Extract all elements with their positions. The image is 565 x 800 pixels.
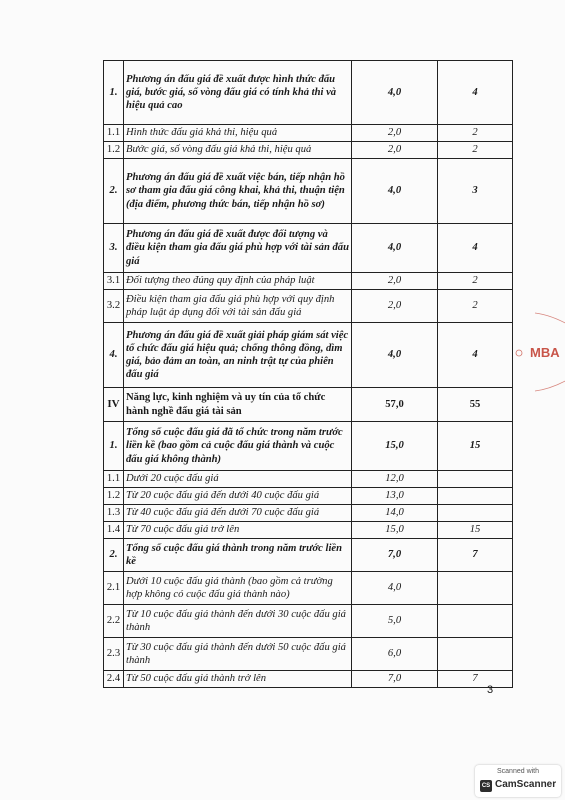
row-number: 1.2 bbox=[104, 488, 124, 505]
table-row bbox=[104, 388, 513, 422]
row-number: 1.1 bbox=[104, 471, 124, 488]
row-number: 3.2 bbox=[104, 290, 124, 323]
table-row bbox=[104, 605, 513, 638]
row-number: 1.1 bbox=[104, 125, 124, 142]
row-score: 4 bbox=[438, 224, 513, 273]
scoring-table bbox=[103, 60, 513, 688]
row-criterion: Từ 30 cuộc đấu giá thành đến dưới 50 cuộc đấu giá thành bbox=[124, 638, 352, 671]
row-max-score: 6,0 bbox=[352, 638, 438, 671]
row-max-score: 2,0 bbox=[352, 142, 438, 159]
row-score bbox=[438, 471, 513, 488]
row-score bbox=[438, 505, 513, 522]
row-score: 55 bbox=[438, 388, 513, 422]
row-criterion: Dưới 10 cuộc đấu giá thành (bao gồm cả trường hợp không có cuộc đấu giá thành nào) bbox=[124, 572, 352, 605]
row-max-score: 2,0 bbox=[352, 290, 438, 323]
row-criterion: Bước giá, số vòng đấu giá khả thi, hiệu quả bbox=[124, 142, 352, 159]
row-max-score: 2,0 bbox=[352, 273, 438, 290]
table-row bbox=[104, 539, 513, 572]
row-max-score: 7,0 bbox=[352, 539, 438, 572]
table-row bbox=[104, 125, 513, 142]
camscanner-logo-icon: CS bbox=[480, 780, 492, 792]
row-criterion: Từ 50 cuộc đấu giá thành trở lên bbox=[124, 671, 352, 688]
row-number: 1.2 bbox=[104, 142, 124, 159]
row-criterion: Điều kiện tham gia đấu giá phù hợp với quy định pháp luật áp dụng đối với tài sản đấu giá bbox=[124, 290, 352, 323]
row-number: 1.4 bbox=[104, 522, 124, 539]
camscanner-watermark bbox=[475, 765, 561, 797]
scanner-name: CamScanner bbox=[495, 779, 557, 790]
row-max-score: 4,0 bbox=[352, 61, 438, 125]
row-max-score: 57,0 bbox=[352, 388, 438, 422]
row-criterion: Phương án đấu giá đề xuất được đối tượng và điều kiện tham gia đấu giá phù hợp với tài sản đấu giá bbox=[124, 224, 352, 273]
row-number: 2. bbox=[104, 159, 124, 224]
row-number: 2.2 bbox=[104, 605, 124, 638]
table-row bbox=[104, 159, 513, 224]
row-score: 3 bbox=[438, 159, 513, 224]
row-number: 2.3 bbox=[104, 638, 124, 671]
table-row bbox=[104, 290, 513, 323]
row-score bbox=[438, 488, 513, 505]
row-score: 7 bbox=[438, 671, 513, 688]
row-max-score: 12,0 bbox=[352, 471, 438, 488]
row-score: 15 bbox=[438, 522, 513, 539]
row-criterion: Phương án đấu giá đề xuất được hình thức đấu giá, bước giá, số vòng đấu giá có tính khả thi và hiệu quả cao bbox=[124, 61, 352, 125]
row-max-score: 4,0 bbox=[352, 572, 438, 605]
row-number: IV bbox=[104, 388, 124, 422]
row-criterion: Dưới 20 cuộc đấu giá bbox=[124, 471, 352, 488]
page-number: 3 bbox=[487, 684, 494, 696]
row-score: 4 bbox=[438, 323, 513, 388]
row-criterion: Hình thức đấu giá khả thi, hiệu quả bbox=[124, 125, 352, 142]
row-number: 2. bbox=[104, 539, 124, 572]
row-score: 2 bbox=[438, 125, 513, 142]
row-max-score: 14,0 bbox=[352, 505, 438, 522]
row-max-score: 2,0 bbox=[352, 125, 438, 142]
row-number: 1.3 bbox=[104, 505, 124, 522]
row-score bbox=[438, 605, 513, 638]
row-max-score: 5,0 bbox=[352, 605, 438, 638]
row-criterion: Năng lực, kinh nghiệm và uy tín của tổ chức hành nghề đấu giá tài sản bbox=[124, 388, 352, 422]
row-criterion: Từ 10 cuộc đấu giá thành đến dưới 30 cuộc đấu giá thành bbox=[124, 605, 352, 638]
row-max-score: 15,0 bbox=[352, 522, 438, 539]
row-score: 15 bbox=[438, 422, 513, 471]
row-criterion: Từ 70 cuộc đấu giá trở lên bbox=[124, 522, 352, 539]
row-max-score: 4,0 bbox=[352, 224, 438, 273]
row-max-score: 13,0 bbox=[352, 488, 438, 505]
table-row bbox=[104, 224, 513, 273]
row-number: 1. bbox=[104, 61, 124, 125]
row-number: 1. bbox=[104, 422, 124, 471]
table-row bbox=[104, 572, 513, 605]
row-criterion: Tổng số cuộc đấu giá thành trong năm trước liền kề bbox=[124, 539, 352, 572]
row-criterion: Đối tượng theo đúng quy định của pháp luật bbox=[124, 273, 352, 290]
stamp-text: MBA bbox=[530, 345, 560, 360]
scanner-caption: Scanned with bbox=[496, 768, 540, 775]
table-row bbox=[104, 638, 513, 671]
row-number: 3. bbox=[104, 224, 124, 273]
row-criterion: Phương án đấu giá đề xuất việc bán, tiếp nhận hồ sơ tham gia đấu giá công khai, khả thi, thuận tiện (địa điểm, phương thức bán, tiếp nhận hồ sơ) bbox=[124, 159, 352, 224]
row-criterion: Từ 40 cuộc đấu giá đến dưới 70 cuộc đấu giá bbox=[124, 505, 352, 522]
table-row bbox=[104, 471, 513, 488]
row-criterion: Từ 20 cuộc đấu giá đến dưới 40 cuộc đấu giá bbox=[124, 488, 352, 505]
red-stamp-fragment bbox=[511, 305, 565, 405]
row-number: 2.1 bbox=[104, 572, 124, 605]
table-row bbox=[104, 142, 513, 159]
row-score: 2 bbox=[438, 290, 513, 323]
table-row bbox=[104, 273, 513, 290]
row-number: 3.1 bbox=[104, 273, 124, 290]
row-score: 2 bbox=[438, 273, 513, 290]
row-score bbox=[438, 572, 513, 605]
row-number: 2.4 bbox=[104, 671, 124, 688]
table-row bbox=[104, 323, 513, 388]
table-row bbox=[104, 61, 513, 125]
table-row bbox=[104, 522, 513, 539]
row-score bbox=[438, 638, 513, 671]
table-row bbox=[104, 505, 513, 522]
row-max-score: 4,0 bbox=[352, 159, 438, 224]
table-row bbox=[104, 422, 513, 471]
row-criterion: Phương án đấu giá đề xuất giải pháp giám sát việc tổ chức đấu giá hiệu quả; chống thông đồng, dìm giá, bảo đảm an toàn, an ninh trật tự của phiên đấu giá bbox=[124, 323, 352, 388]
row-score: 4 bbox=[438, 61, 513, 125]
row-criterion: Tổng số cuộc đấu giá đã tổ chức trong năm trước liền kề (bao gồm cả cuộc đấu giá thành và cuộc đấu giá không thành) bbox=[124, 422, 352, 471]
row-score: 7 bbox=[438, 539, 513, 572]
row-max-score: 7,0 bbox=[352, 671, 438, 688]
table-row bbox=[104, 488, 513, 505]
row-score: 2 bbox=[438, 142, 513, 159]
row-max-score: 4,0 bbox=[352, 323, 438, 388]
table-row bbox=[104, 671, 513, 688]
row-number: 4. bbox=[104, 323, 124, 388]
row-max-score: 15,0 bbox=[352, 422, 438, 471]
